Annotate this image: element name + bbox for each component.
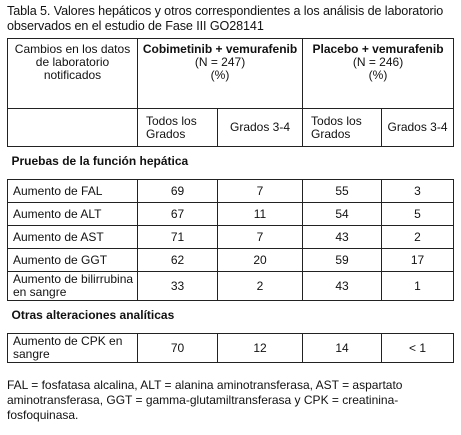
- cell-placebo-34: 1: [382, 272, 454, 301]
- table-row: [8, 226, 454, 249]
- table-footnote: FAL = fosfatasa alcalina, ALT = alanina aminotransferasa, AST = aspartato aminotransferasa, GGT = gamma-glutamiltransferasa y CPK = creatinina-fosfoquinasa.: [7, 378, 403, 422]
- col-header-cobi-34: Grados 3-4: [218, 109, 303, 147]
- cell-placebo-34: < 1: [382, 334, 454, 363]
- cell-cobi-34: 20: [218, 249, 303, 272]
- cell-cobi-34: 12: [218, 334, 303, 363]
- cell-placebo-34: 5: [382, 203, 454, 226]
- header-row-grades: [8, 109, 454, 147]
- col-header-placebo-34: Grados 3-4: [382, 109, 454, 147]
- group1-name: Cobimetinib + vemurafenib: [142, 42, 298, 56]
- group-header-cobimetinib: [138, 39, 303, 109]
- table-row: [8, 272, 454, 301]
- cell-cobi-34: 7: [218, 226, 303, 249]
- table-row: [8, 180, 454, 203]
- cell-placebo-all: 54: [303, 203, 382, 226]
- cell-cobi-all: 62: [138, 249, 218, 272]
- cell-cobi-all: 70: [138, 334, 218, 363]
- section-title: Otras alteraciones analíticas: [11, 307, 175, 322]
- cell-cobi-all: 69: [138, 180, 218, 203]
- table-row: [8, 203, 454, 226]
- cell-placebo-all: 43: [303, 226, 382, 249]
- group2-unit: (%): [368, 68, 388, 82]
- cell-placebo-34: 3: [382, 180, 454, 203]
- cell-cobi-all: 71: [138, 226, 218, 249]
- section-row: [8, 147, 454, 176]
- group2-n: (N = 246): [352, 55, 404, 69]
- group2-name: Placebo + vemurafenib: [312, 42, 444, 56]
- row-label: Aumento de ALT: [8, 203, 138, 226]
- cell-placebo-34: 2: [382, 226, 454, 249]
- group-header-placebo: [303, 39, 454, 109]
- row-label: Aumento de GGT: [8, 249, 138, 272]
- cell-placebo-all: 59: [303, 249, 382, 272]
- cell-cobi-all: 67: [138, 203, 218, 226]
- header-row-groups: [8, 39, 454, 109]
- header-empty-cell: [8, 109, 138, 147]
- row-label: Aumento de bilirrubina en sangre: [8, 272, 138, 301]
- row-label: Aumento de CPK en sangre: [8, 334, 138, 363]
- cell-placebo-34: 17: [382, 249, 454, 272]
- section-row: [8, 301, 454, 330]
- cell-placebo-all: 14: [303, 334, 382, 363]
- section-title: Pruebas de la función hepática: [11, 153, 189, 168]
- cell-cobi-34: 11: [218, 203, 303, 226]
- table-row: [8, 249, 454, 272]
- lab-values-table: [7, 38, 454, 363]
- cell-cobi-34: 7: [218, 180, 303, 203]
- table-title: Tabla 5. Valores hepáticos y otros correspondientes a los análisis de laboratorio observados en el estudio de Fase III GO28141: [7, 4, 444, 33]
- row-label: Aumento de AST: [8, 226, 138, 249]
- row-header-label: Cambios en los datos de laboratorio notificados: [8, 39, 138, 109]
- cell-placebo-all: 43: [303, 272, 382, 301]
- row-label: Aumento de FAL: [8, 180, 138, 203]
- cell-placebo-all: 55: [303, 180, 382, 203]
- cell-cobi-34: 2: [218, 272, 303, 301]
- col-header-placebo-all: Todos los Grados: [303, 109, 382, 147]
- group1-n: (N = 247): [194, 55, 246, 69]
- col-header-cobi-all: Todos los Grados: [138, 109, 218, 147]
- cell-cobi-all: 33: [138, 272, 218, 301]
- group1-unit: (%): [210, 68, 230, 82]
- table-row: [8, 334, 454, 363]
